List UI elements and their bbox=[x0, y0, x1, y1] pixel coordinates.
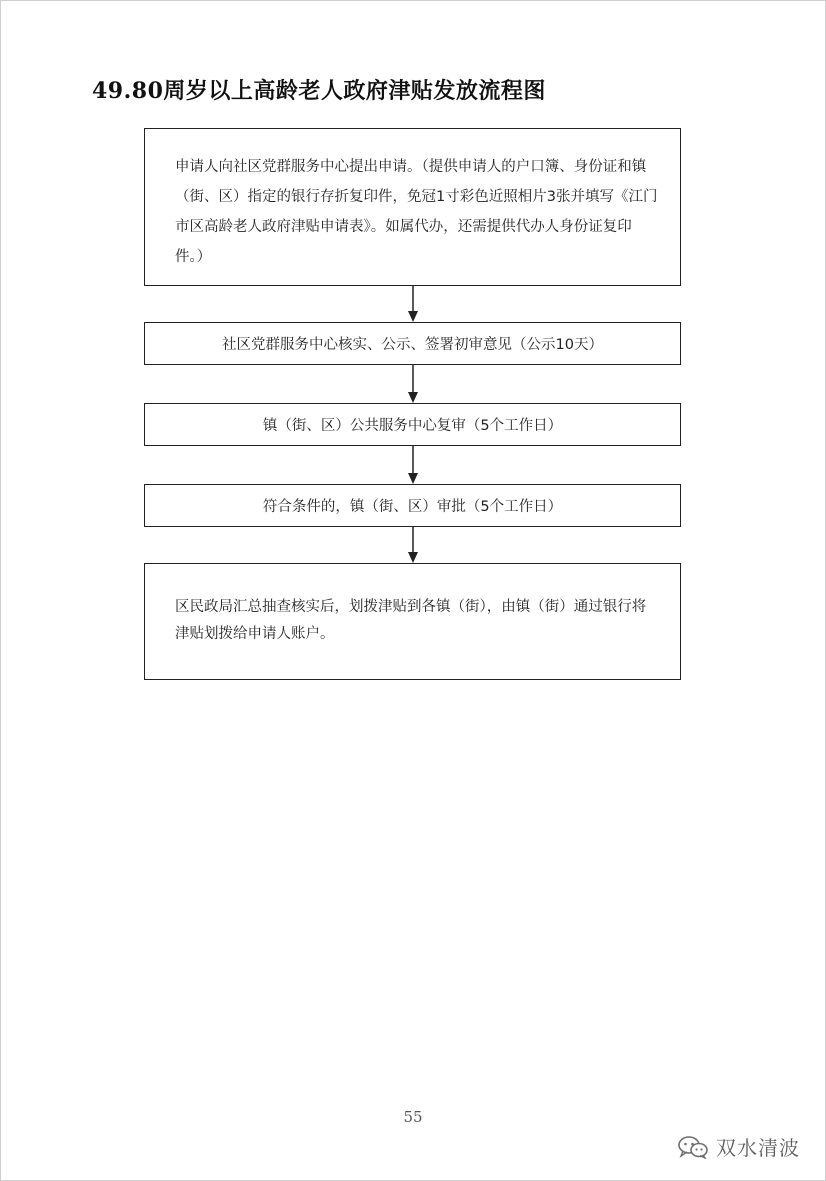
flow-arrow bbox=[405, 286, 421, 322]
page-number: 55 bbox=[403, 1108, 423, 1126]
wechat-icon bbox=[678, 1135, 708, 1159]
flow-step-text: 镇（街、区）公共服务中心复审（5个工作日） bbox=[262, 418, 563, 434]
arrow-down-icon bbox=[405, 286, 421, 322]
flow-step-community-verify bbox=[144, 322, 681, 365]
flow-step-apply bbox=[144, 128, 681, 286]
flow-arrow bbox=[405, 446, 421, 484]
arrow-down-icon bbox=[405, 446, 421, 484]
watermark-text: 双水清波 bbox=[716, 1136, 800, 1160]
page-title: 49.80周岁以上高龄老人政府津贴发放流程图 bbox=[92, 78, 546, 104]
flow-step-text: 申请人向社区党群服务中心提出申请。（提供申请人的户口簿、身份证和镇（街、区）指定的银行存折复印件，免冠1寸彩色近照相片3张并填写《江门市区高龄老人政府津贴申请表》。如属代办，还需提供代办人身份证复印件。） bbox=[175, 159, 658, 265]
flow-step-town-review bbox=[144, 403, 681, 446]
watermark bbox=[678, 1132, 800, 1161]
flow-step-disburse bbox=[144, 563, 681, 680]
arrow-down-icon bbox=[405, 527, 421, 563]
flow-step-text: 区民政局汇总抽查核实后，划拨津贴到各镇（街），由镇（街）通过银行将津贴划拨给申请人账户。 bbox=[175, 599, 647, 642]
arrow-down-icon bbox=[405, 365, 421, 403]
flow-step-text: 符合条件的，镇（街、区）审批（5个工作日） bbox=[262, 499, 563, 515]
flow-step-text: 社区党群服务中心核实、公示、签署初审意见（公示10天） bbox=[222, 337, 603, 353]
flow-arrow bbox=[405, 365, 421, 403]
flow-step-town-approve bbox=[144, 484, 681, 527]
flow-arrow bbox=[405, 527, 421, 563]
